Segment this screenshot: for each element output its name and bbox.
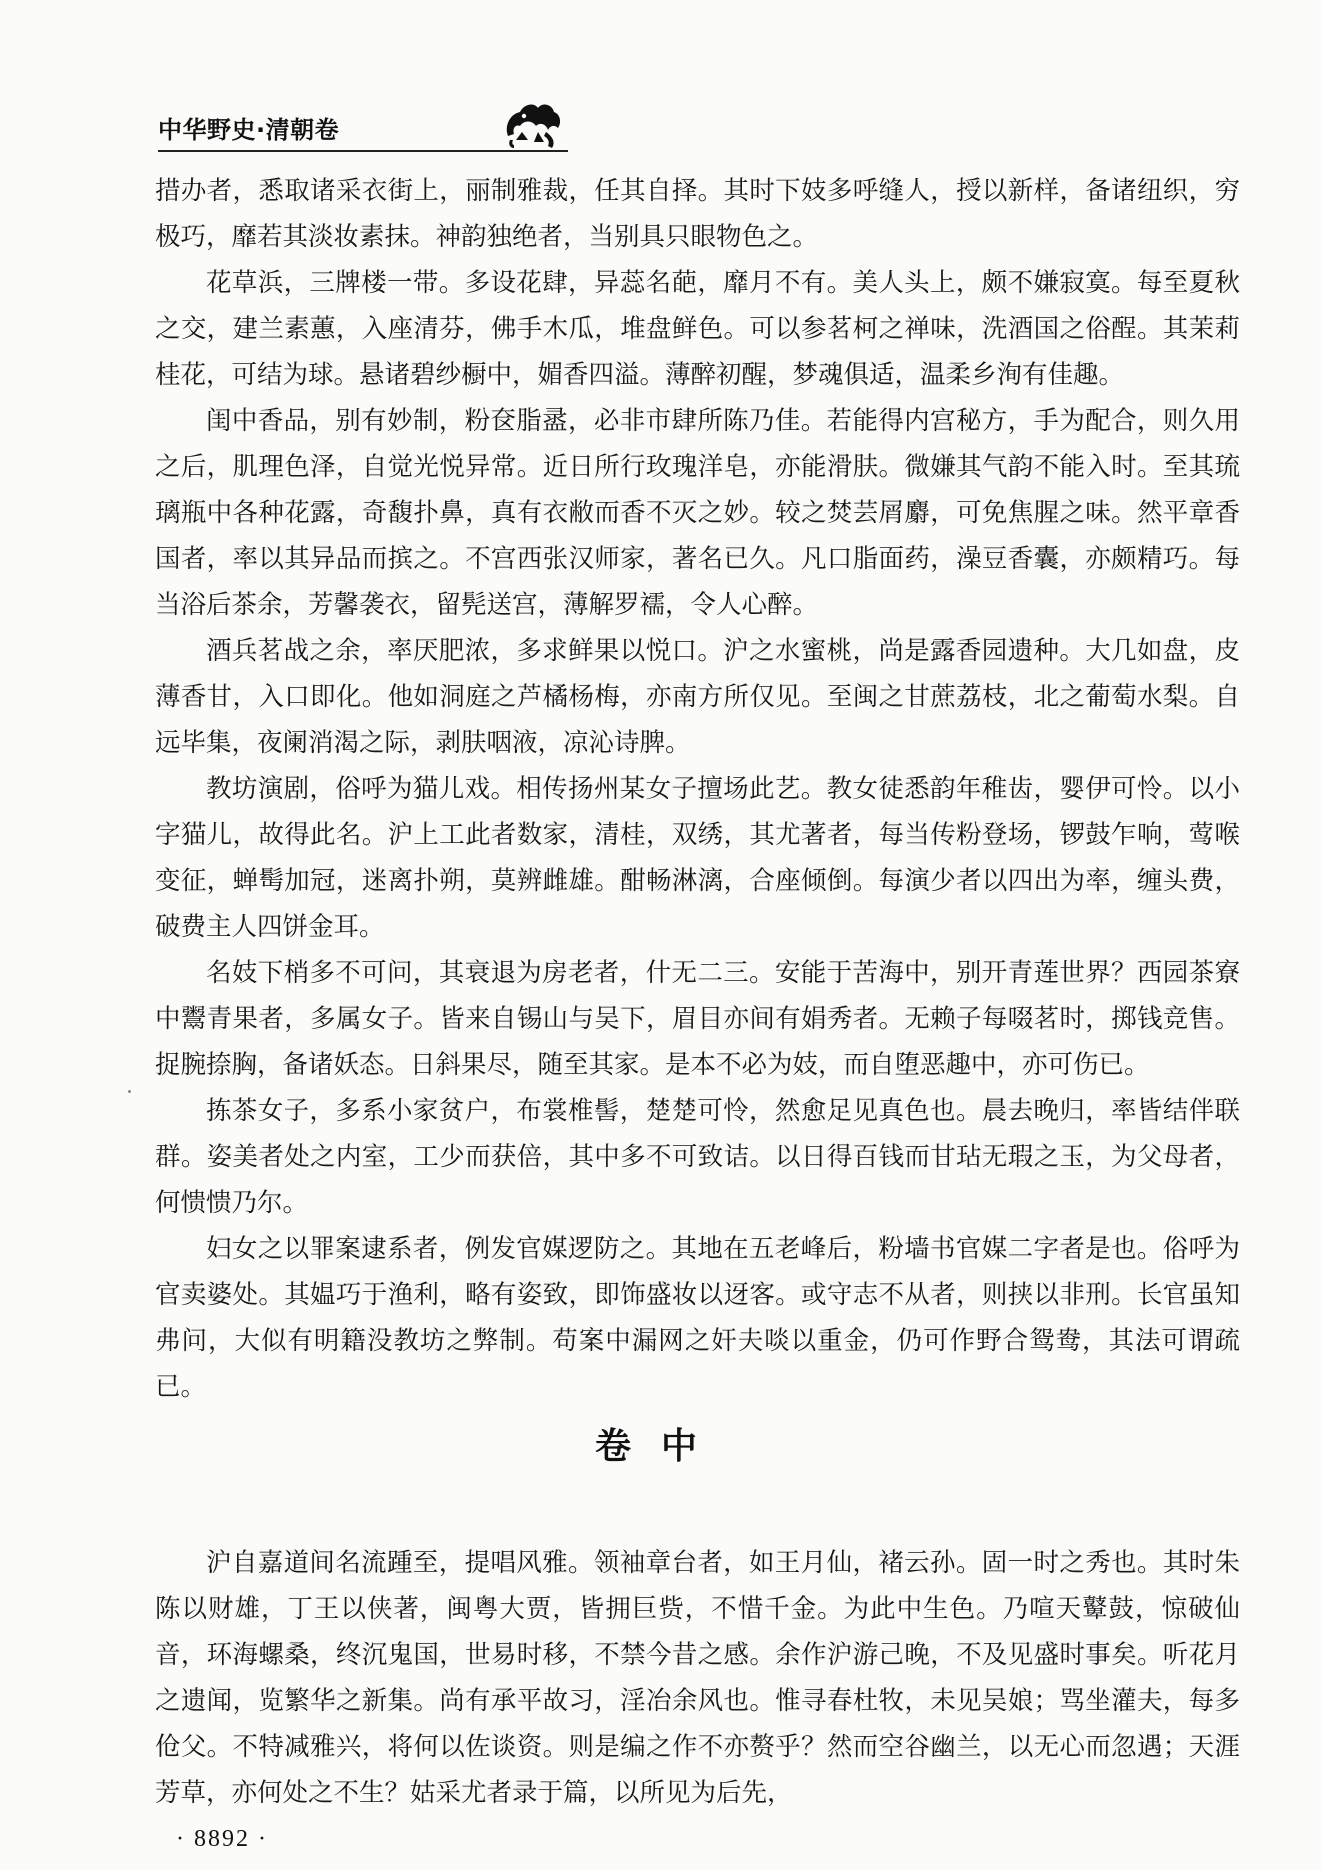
paragraph: 妇女之以罪案逮系者，例发官媒逻防之。其地在五老峰后，粉墙书官媒二字者是也。俗呼为官卖婆处。其媪巧于渔利，略有姿致，即饰盛妆以迓客。或守志不从者，则挟以非刑。长官虽知弗问，大似有明籍没教坊之弊制。苟案中漏网之奸夫啖以重金，仍可作野合鸳鸯，其法可谓疏已。 bbox=[155, 1234, 1240, 1402]
main-text bbox=[155, 168, 1240, 1410]
paragraph: 措办者，悉取诸采衣街上，丽制雅裁，任其自择。其时下妓多呼缝人，授以新样，备诸纽织，穷极巧，靡若其淡妆素抹。神韵独绝者，当别具只眼物色之。 bbox=[155, 176, 1240, 252]
paragraph: 教坊演剧，俗呼为猫儿戏。相传扬州某女子擅场此艺。教女徒悉韵年稚齿，婴伊可怜。以小字猫儿，故得此名。沪上工此者数家，清桂，双绣，其尤著者，每当传粉登场，锣鼓乍响，莺喉变征，蝉髩加冠，迷离扑朔，莫辨雌雄。酣畅淋漓，合座倾倒。每演少者以四出为率，缠头费，破费主人四饼金耳。 bbox=[155, 774, 1240, 942]
page-number: · 8892 · bbox=[176, 1826, 268, 1852]
scan-speck bbox=[128, 1090, 131, 1093]
book-title: 中华野史·清朝卷 bbox=[158, 116, 340, 144]
section-title: 卷中 bbox=[594, 1426, 727, 1467]
paragraph: 花草浜，三牌楼一带。多设花肆，异蕊名葩，靡月不有。美人头上，颇不嫌寂寞。每至夏秋之交，建兰素蕙，入座清芬，佛手木瓜，堆盘鲜色。可以参茗柯之禅味，洗酒国之俗酲。其茉莉桂花，可结为球。悬诸碧纱橱中，媚香四溢。薄醉初醒，梦魂俱适，温柔乡洵有佳趣。 bbox=[155, 268, 1240, 390]
running-header bbox=[130, 96, 575, 158]
section-text bbox=[155, 1540, 1240, 1816]
paragraph: 沪自嘉道间名流踵至，提唱风雅。领袖章台者，如王月仙，褚云孙。固一时之秀也。其时朱陈以财雄，丁王以侠著，闽粤大贾，皆拥巨赀，不惜千金。为此中生色。乃喧天鼙鼓，惊破仙音，环海螺桑，终沉鬼国，世易时移，不禁今昔之感。余作沪游己晚，不及见盛时事矣。听花月之遗闻，览繁华之新集。尚有承平故习，淫冶余风也。惟寻春杜牧，未见吴娘；骂坐灌夫，每多伧父。不特减雅兴，将何以佐谈资。则是编之作不亦赘乎？然而空谷幽兰，以无心而忽遇；天涯芳草，亦何处之不生？姑采尤者录于篇，以所见为后先， bbox=[155, 1548, 1240, 1808]
paragraph: 名妓下梢多不可问，其衰退为房老者，什无二三。安能于苦海中，别开青莲世界？西园茶寮中鬻青果者，多属女子。皆来自锡山与吴下，眉目亦间有娟秀者。无赖子每啜茗时，掷钱竞售。捉腕捺胸，备诸妖态。日斜果尽，随至其家。是本不必为妓，而自堕恶趣中，亦可伤已。 bbox=[155, 958, 1240, 1080]
paragraph: 闺中香品，别有妙制，粉奁脂盝，必非市肆所陈乃佳。若能得内宫秘方，手为配合，则久用之后，肌理色泽，自觉光悦异常。近日所行玫瑰洋皂，亦能滑肤。微嫌其气韵不能入时。至其琉璃瓶中各种花露，奇馥扑鼻，真有衣敝而香不灭之妙。较之焚芸屑麝，可免焦腥之味。然平章香国者，率以其异品而摈之。不宫西张汉师家，著名已久。凡口脂面药，澡豆香囊，亦颇精巧。每当浴后茶余，芳馨袭衣，留髡送宫，薄解罗襦，令人心醉。 bbox=[155, 406, 1240, 620]
paragraph: 酒兵茗战之余，率厌肥浓，多求鲜果以悦口。沪之水蜜桃，尚是露香园遗种。大几如盘，皮薄香甘，入口即化。他如洞庭之芦橘杨梅，亦南方所仅见。至闽之甘蔗荔枝，北之葡萄水梨。自远毕集，夜阑消渴之际，剥肤咽液，凉沁诗脾。 bbox=[155, 636, 1240, 758]
header-rule bbox=[158, 150, 568, 152]
paragraph: 拣茶女子，多系小家贫户，布裳椎髻，楚楚可怜，然愈足见真色也。晨去晚归，率皆结伴联群。姿美者处之内室，工少而获倍，其中多不可致诘。以日得百钱而甘玷无瑕之玉，为父母者，何愦愦乃尔。 bbox=[155, 1096, 1240, 1218]
dragon-emblem-icon bbox=[502, 96, 564, 152]
